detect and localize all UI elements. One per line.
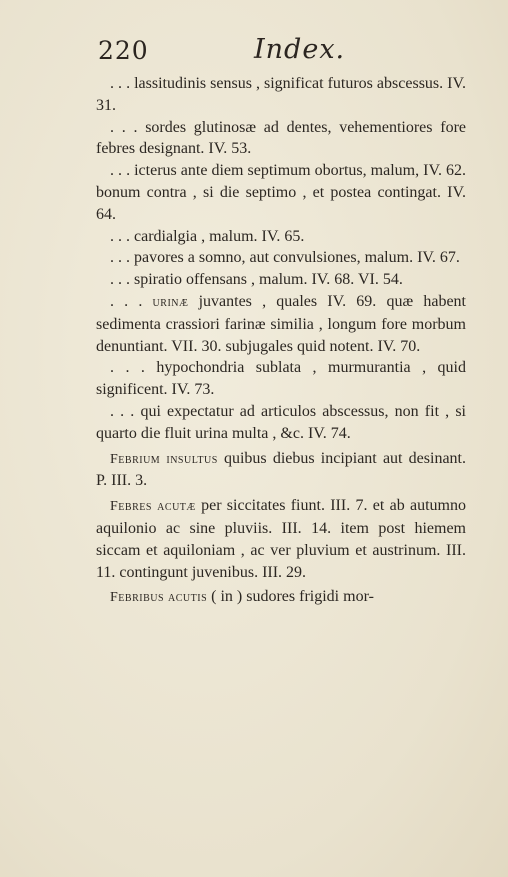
index-entry (96, 357, 466, 401)
index-entry (96, 448, 466, 493)
entry-headword: Febrium insultus (110, 451, 218, 467)
index-entry (96, 247, 466, 269)
entry-text: . . . pavores a somno, aut convulsiones, malum. IV. 67. (110, 249, 460, 267)
entry-text: . . . sordes glutinosæ ad dentes, vehementiores fore febres designant. IV. 53. (96, 118, 466, 158)
index-entry: . . . urinæ juvantes , quales IV. 69. quæ habent sedimenta crassiori farinæ similia , longum fore morbum denuntiant. VII. 30. subjugales quid notent. IV. 70. (96, 292, 466, 355)
entry-text: . . . hypochondria sublata , murmurantia , quid significent. IV. 73. (96, 359, 466, 399)
entry-text: per siccitates fiunt. III. 7. et ab autumno aquilonio ac sine pluviis. III. 14. item post hiemem siccam et aquiloniam , ac ver pluvium et austrinum. III. 11. contingunt juvenibus. III. 29. (96, 497, 466, 581)
index-entry (96, 586, 466, 609)
running-title: Index. (254, 34, 346, 65)
entry-headword: urinæ (152, 294, 189, 310)
entry-headword: Febribus acutis (110, 590, 208, 606)
entry-text: . . . qui expectatur ad articulos abscessus, non fit , si quarto die fluit urina multa , &c. IV. 74. (96, 402, 466, 442)
entry-text: . . . spiratio offensans , malum. IV. 68. VI. 54. (110, 271, 403, 289)
entry-text: juvantes , quales IV. 69. quæ habent sedimenta crassiori farinæ similia , longum fore morbum denuntiant. VII. 30. subjugales quid notent. IV. 70. (96, 292, 466, 355)
index-entry (96, 269, 466, 291)
index-entry (96, 117, 466, 161)
entry-text: . . . lassitudinis sensus , significat futuros abscessus. IV. 31. (96, 75, 466, 114)
page-header (98, 34, 468, 68)
entry-text: ( in ) sudores frigidi mor- (207, 588, 374, 606)
index-entry (96, 401, 466, 445)
index-entry (96, 226, 466, 248)
index-entry (96, 495, 466, 583)
entry-headword: Febres acutæ (110, 499, 196, 515)
entry-text: . . . icterus ante diem septimum obortus, malum, IV. 62. bonum contra , si die septimo , et postea contingat. IV. 64. (96, 162, 466, 223)
index-entries (96, 73, 466, 609)
entry-text: quibus diebus incipiant aut desinant. P. III. 3. (96, 449, 466, 490)
index-entry (96, 73, 466, 117)
page-number: 220 (98, 36, 149, 65)
index-entry (96, 160, 466, 225)
entry-text: . . . cardialgia , malum. IV. 65. (110, 227, 305, 245)
